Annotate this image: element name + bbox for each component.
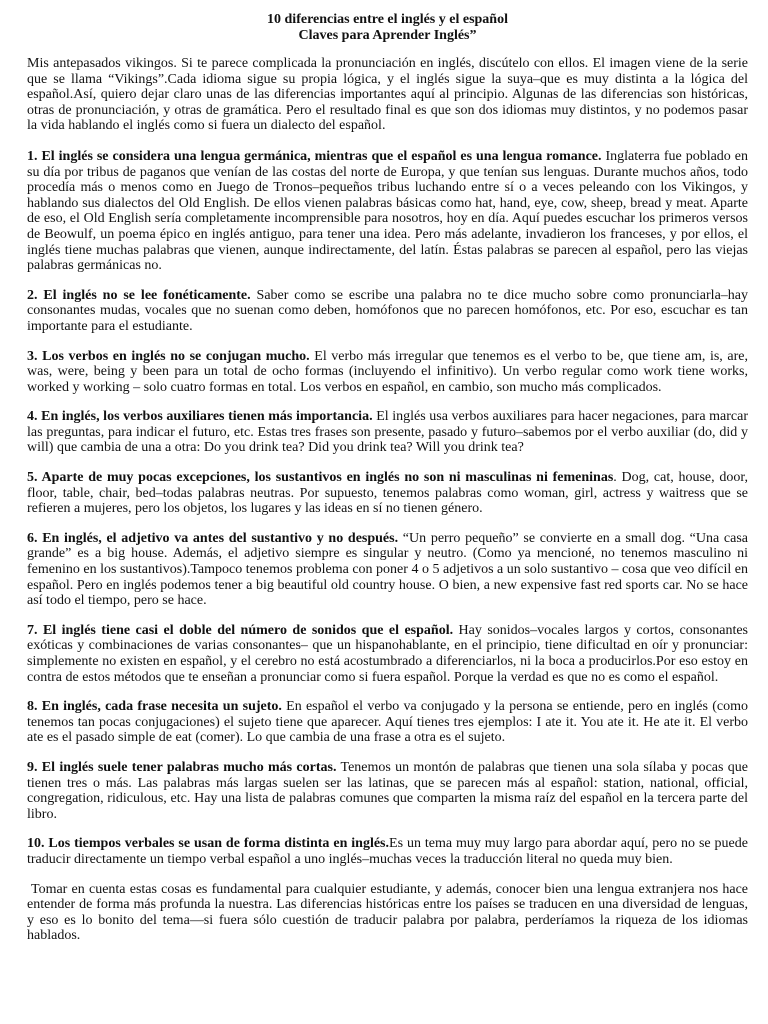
point-2 bbox=[27, 288, 748, 335]
point-heading: 5. Aparte de muy pocas excepciones, los sustantivos en inglés no son ni masculinas ni femeninas bbox=[27, 470, 614, 486]
title-line-1: 10 diferencias entre el inglés y el español bbox=[267, 12, 508, 27]
point-1 bbox=[27, 149, 748, 274]
point-heading: 7. El inglés tiene casi el doble del número de sonidos que el español. bbox=[27, 622, 454, 638]
closing-paragraph: Tomar en cuenta estas cosas es fundamental para cualquier estudiante, y además, conocer bien una lengua extranjera nos hace entender de forma más profunda la nuestra. Las diferencias históricas entre los países se traducen en una diversidad de lenguas, y eso es lo bonito del tema—si fuera sólo cuestión de traducir palabra por palabra, perderíamos la riqueza de los idiomas hablados. bbox=[27, 881, 748, 944]
document-title bbox=[27, 12, 748, 44]
point-heading: 9. El inglés suele tener palabras mucho más cortas. bbox=[27, 759, 337, 775]
point-heading: 8. En inglés, cada frase necesita un sujeto. bbox=[27, 699, 282, 715]
point-5 bbox=[27, 470, 748, 517]
point-4 bbox=[27, 409, 748, 456]
point-3 bbox=[27, 349, 748, 396]
point-text: Tenemos un montón de palabras que tienen una sola sílaba y pocas que tienen tres o más. Las palabras más largas suelen ser las latinas, que se parecen más al español: station, national, official, congregation, ridiculous, etc. Hay una lista de palabras comunes que comparten la misma raíz del español en la tercera parte del libro. bbox=[27, 759, 748, 822]
point-8 bbox=[27, 699, 748, 746]
point-text: Inglaterra fue poblado en su día por tribus de paganos que venían de las costas del norte de Europa, y que tenían sus lenguas. Durante muchos años, todo procedía más o menos como en Juego de Tronos–pequeños tribus luchando entre sí o a veces peleando con los Vikingos, y hablando sus dialectos del Old English. De ellos vienen palabras básicas como hat, hand, eye, cow, sheep, bread y meat. Aparte de eso, el Old English sería completamente incomprensible para nosotros, hoy en día. Aquí puedes escuchar los primeros versos de Beowulf, un poema épico en inglés antiguo, para tener una idea. Pero más adelante, invadieron los franceses, y por ellos, el inglés tiene muchas palabras que vienen, aunque indirectamente, del latín. Éstas palabras se parecen al español, pero las viejas palabras germánicas no. bbox=[27, 148, 748, 274]
point-heading: 4. En inglés, los verbos auxiliares tienen más importancia. bbox=[27, 409, 373, 425]
point-text: “Un perro pequeño” se convierte en a small dog. “Una casa grande” es a big house. Además, el adjetivo siempre es singular y neutro. (Como ya mencioné, no tenemos masculino ni femenino en los sustantivos).Tampoco tenemos problema con poner 4 o 5 adjetivos a un solo sustantivo – cosa que veo difícil en español. Pero en inglés podemos tener a big beautiful old country house. O bien, a new expensive fast red sports car. No se hace así todo el tiempo, pero se hace. bbox=[27, 530, 748, 609]
point-heading: 2. El inglés no se lee fonéticamente. bbox=[27, 287, 251, 303]
point-7 bbox=[27, 623, 748, 685]
point-10 bbox=[27, 836, 748, 867]
point-heading: 3. Los verbos en inglés no se conjugan mucho. bbox=[27, 348, 310, 364]
point-heading: 1. El inglés se considera una lengua germánica, mientras que el español es una lengua romance. bbox=[27, 148, 602, 164]
point-6 bbox=[27, 531, 748, 609]
point-text: Hay sonidos–vocales largos y cortos, consonantes exóticas y combinaciones de varias consonantes– que un hispanohablante, en el principio, tiene dificultad en oír y pronunciar: simplemente no existen en español, y el cerebro no está acostumbrado a diferenciarlos, ni la boca a producirlos.Por eso estoy en contra de estos métodos que te enseñan a pronunciar como si fuera español. Porque la verdad es que no es como el español. bbox=[27, 622, 748, 685]
point-text: Saber como se escribe una palabra no te dice mucho sobre como pronunciarla–hay consonantes mudas, vocales que no suenan como deben, homófonos que no parecen homófonos, etc. Por eso, escuchar es tan importante para el estudiante. bbox=[27, 287, 748, 334]
title-line-2: Claves para Aprender Inglés” bbox=[298, 28, 477, 43]
point-text: En español el verbo va conjugado y la persona se entiende, pero en inglés (como tenemos tan pocas conjugaciones) el sujeto tiene que aparecer. Aquí tienes tres ejemplos: I ate it. You ate it. He ate it. El verbo ate es el pasado simple de eat (comer). Lo que cambia de una frase a otra es el sujeto. bbox=[27, 699, 748, 746]
point-heading: 10. Los tiempos verbales se usan de forma distinta en inglés. bbox=[27, 836, 390, 852]
point-text: . Dog, cat, house, door, floor, table, chair, bed–todas palabras neutras. Por supuesto, tenemos palabras como woman, girl, actress y waitress que se refieren a mujeres, pero los objetos, los lugares y las ideas en sí no tienen género. bbox=[27, 470, 748, 517]
point-text: El verbo más irregular que tenemos es el verbo to be, que tiene am, is, are, was, were, being y been para un total de ocho formas (incluyendo el infinitivo). Un verbo regular como work tiene works, worked y working – solo cuatro formas en total. Los verbos en español, en cambio, son mucho más complicados. bbox=[27, 348, 748, 395]
point-heading: 6. En inglés, el adjetivo va antes del sustantivo y no después. bbox=[27, 530, 399, 546]
point-9 bbox=[27, 760, 748, 822]
point-text: El inglés usa verbos auxiliares para hacer negaciones, para marcar las preguntas, para indicar el futuro, etc. Estas tres frases son presente, pasado y futuro–sabemos por el verbo auxiliar (do, did y will) que cambia de una a otra: Do you drink tea? Did you drink tea? Will you drink tea? bbox=[27, 409, 748, 456]
point-text: Es un tema muy muy largo para abordar aquí, pero no se puede traducir directamente un tiempo verbal español a uno inglés–muchas veces la traducción literal no queda muy bien. bbox=[27, 836, 748, 867]
intro-paragraph: Mis antepasados vikingos. Si te parece complicada la pronunciación en inglés, discútelo con ellos. El imagen viene de la serie que se llama “Vikings”.Cada idioma sigue su propia lógica, y el inglés sigue la suya–que es muy distinta a la lógica del español.Así, quiero dejar claro unas de las diferencias importantes aquí al principio. Algunas de las diferencias son históricas, otras de pronunciación, y otras de gramática. Pero el resultado final es que son dos idiomas muy distintos, y no podemos pasar la vida hablando el inglés como si fuera un dialecto del español. bbox=[27, 56, 748, 134]
